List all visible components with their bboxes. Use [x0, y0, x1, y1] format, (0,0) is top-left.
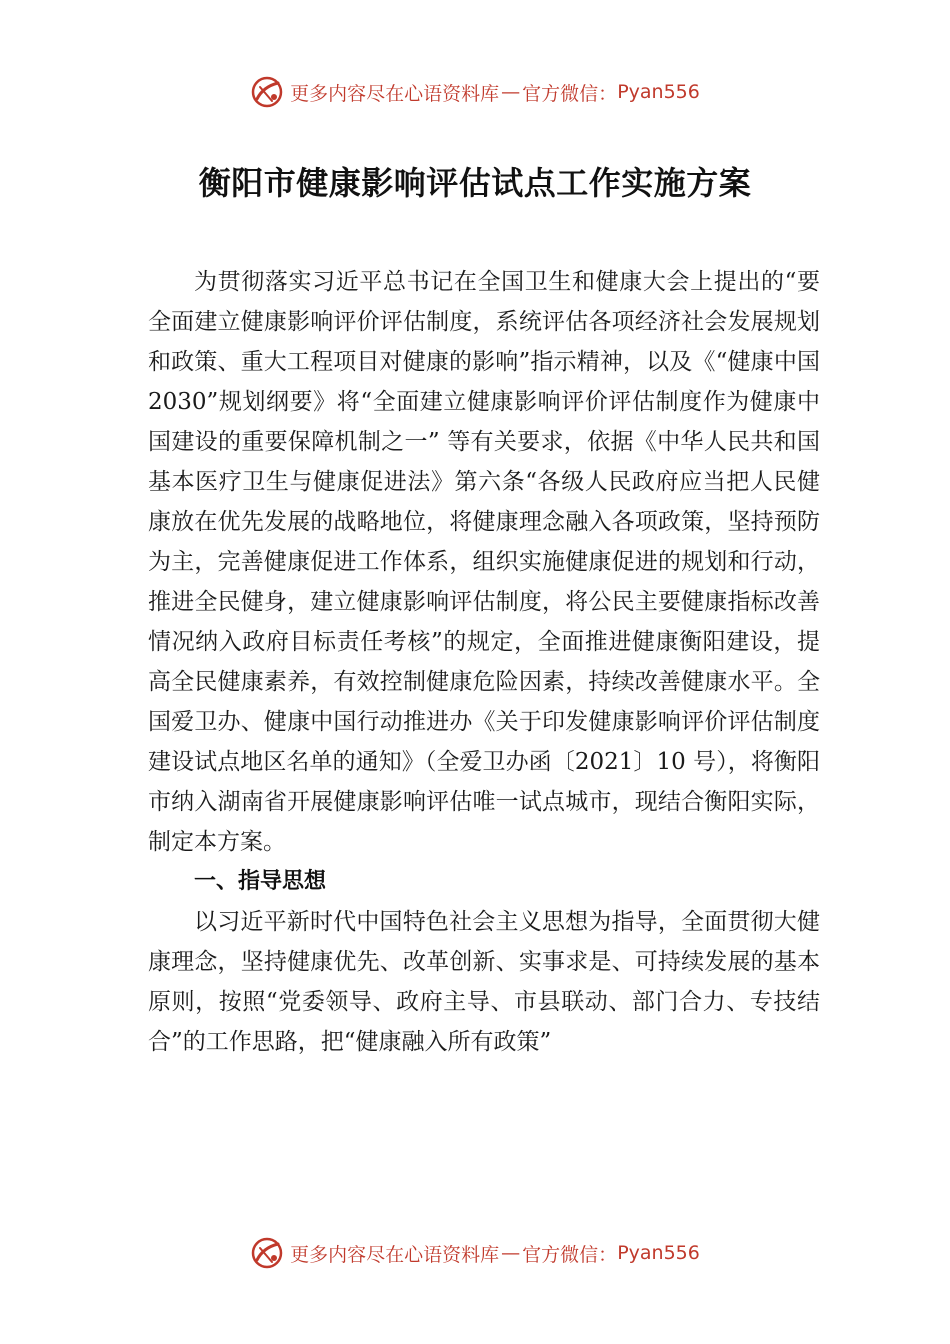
- header-banner-separator: —: [501, 81, 521, 103]
- header-banner: [0, 72, 950, 112]
- header-banner-text: 更多内容尽在心语资料库: [290, 82, 500, 105]
- paragraph-intro: 为贯彻落实习近平总书记在全国卫生和健康大会上提出的“要全面建立健康影响评价评估制度，系统评估各项经济社会发展规划和政策、重大工程项目对健康的影响”指示精神，以及《“健康中国 2030”规划纲要》将“全面建立健康影响评价评估制度作为健康中国建设的重要保障机制之一” 等有关要求，依据《中华人民共和国基本医疗卫生与健康促进法》第六条“各级人民政府应当把人民健康放在优先发展的战略地位，将健康理念融入各项政策，坚持预防为主，完善健康促进工作体系，组织实施健康促进的规划和行动，推进全民健身，建立健康影响评估制度，将公民主要健康指标改善情况纳入政府目标责任考核”的规定，全面推进健康衡阳建设，提高全民健康素养，有效控制健康危险因素，持续改善健康水平。全国爱卫办、健康中国行动推进办《关于印发健康影响评价评估制度建设试点地区名单的通知》（全爱卫办函〔2021〕10 号），将衡阳市纳入湖南省开展健康影响评估唯一试点城市，现结合衡阳实际，制定本方案。: [148, 269, 820, 855]
- header-wechat-id: Pyan556: [617, 81, 700, 103]
- footer-wechat-id: Pyan556: [617, 1242, 700, 1264]
- section-heading-guiding-ideology: 一、指导思想: [194, 869, 327, 894]
- footer-banner: [0, 1233, 950, 1273]
- footer-banner-label: 官方微信：: [522, 1243, 618, 1266]
- header-banner-label: 官方微信：: [522, 82, 618, 105]
- footer-banner-separator: —: [501, 1242, 521, 1264]
- footer-banner-text: 更多内容尽在心语资料库: [290, 1243, 500, 1266]
- paragraph-guiding-ideology: 以习近平新时代中国特色社会主义思想为指导，全面贯彻大健康理念，坚持健康优先、改革创新、实事求是、可持续发展的基本原则，按照“党委领导、政府主导、市县联动、部门合力、专技结合”的工作思路，把“健康融入所有政策”: [148, 909, 820, 1055]
- stamp-logo-icon: [250, 1236, 284, 1270]
- document-body: [148, 262, 820, 1062]
- document-title: 衡阳市健康影响评估试点工作实施方案: [198, 164, 752, 202]
- stamp-logo-icon: [250, 75, 284, 109]
